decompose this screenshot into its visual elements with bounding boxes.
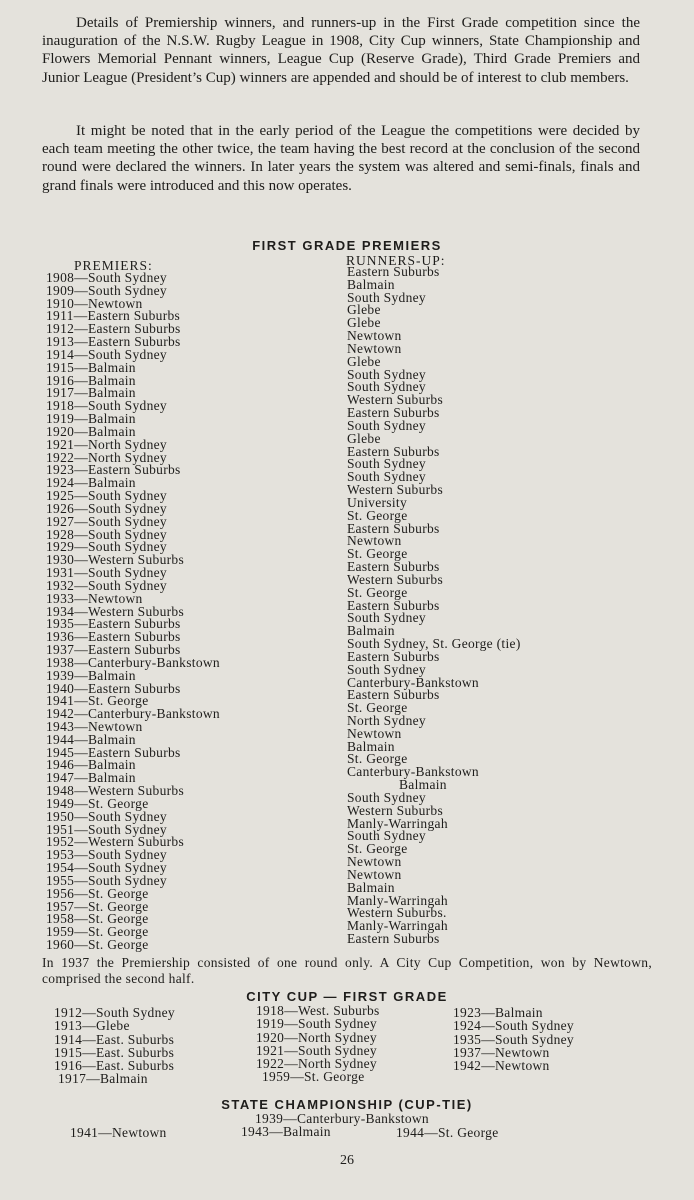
premier-entry: 1908—South Sydney bbox=[46, 270, 167, 285]
runner-up-entry: Eastern Suburbs bbox=[347, 648, 440, 664]
state-championship-1941: 1941—Newtown bbox=[70, 1125, 167, 1140]
premier-entry: 1946—Balmain bbox=[46, 757, 136, 773]
runner-up-entry: North Sydney bbox=[347, 712, 426, 728]
premier-entry: 1913—Eastern Suburbs bbox=[46, 334, 181, 350]
state-championship-heading: STATE CHAMPIONSHIP (CUP-TIE) bbox=[221, 1097, 473, 1112]
city-cup-heading: CITY CUP — FIRST GRADE bbox=[246, 989, 448, 1004]
city-cup-entry: 1920—North Sydney bbox=[256, 1029, 377, 1045]
runner-up-entry: South Sydney bbox=[347, 417, 426, 433]
runner-up-entry: St. George bbox=[347, 841, 408, 857]
premier-entry: 1959—St. George bbox=[46, 924, 149, 940]
premier-entry: 1943—Newtown bbox=[46, 718, 143, 734]
runner-up-entry: Newtown bbox=[347, 533, 402, 549]
premier-entry: 1927—South Sydney bbox=[46, 513, 167, 529]
premier-entry: 1948—Western Suburbs bbox=[46, 783, 185, 799]
premier-entry: 1932—South Sydney bbox=[46, 577, 167, 593]
runners-up-list bbox=[347, 266, 521, 946]
runner-up-entry: Eastern Suburbs bbox=[347, 559, 440, 575]
runner-up-entry: Newtown bbox=[347, 854, 402, 870]
premier-entry: 1953—South Sydney bbox=[46, 847, 167, 863]
premier-entry: 1919—Balmain bbox=[46, 411, 136, 427]
premier-entry: 1926—South Sydney bbox=[46, 500, 167, 516]
premier-entry: 1944—Balmain bbox=[46, 731, 136, 747]
city-cup-entry: 1922—North Sydney bbox=[256, 1056, 377, 1072]
premier-entry: 1923—Eastern Suburbs bbox=[46, 462, 181, 478]
runner-up-entry: University bbox=[347, 494, 407, 510]
premier-entry: 1911—Eastern Suburbs bbox=[46, 308, 181, 324]
runner-up-entry: Glebe bbox=[347, 302, 381, 318]
runner-up-entry: South Sydney bbox=[347, 289, 426, 305]
runner-up-entry: South Sydney bbox=[347, 828, 426, 844]
premier-entry: 1920—Balmain bbox=[46, 423, 136, 439]
premier-entry: 1940—Eastern Suburbs bbox=[46, 680, 181, 696]
premier-entry: 1942—Canterbury-Bankstown bbox=[46, 706, 220, 722]
premier-entry: 1938—Canterbury-Bankstown bbox=[46, 654, 220, 670]
state-championship-1939: 1939—Canterbury-Bankstown bbox=[255, 1111, 429, 1126]
premier-entry: 1924—Balmain bbox=[46, 475, 136, 491]
first-grade-heading: FIRST GRADE PREMIERS bbox=[252, 238, 442, 253]
runner-up-entry: St. George bbox=[347, 584, 408, 600]
runner-up-entry: Eastern Suburbs bbox=[347, 443, 440, 459]
city-cup-entry: 1959—St. George bbox=[262, 1069, 365, 1085]
premier-entry: 1947—Balmain bbox=[46, 770, 136, 786]
runner-up-entry: South Sydney bbox=[347, 366, 426, 382]
premier-entry: 1933—Newtown bbox=[46, 590, 143, 606]
city-cup-entry: 1914—East. Suburbs bbox=[54, 1031, 175, 1047]
runner-up-entry: Manly-Warringah bbox=[347, 815, 448, 831]
runner-up-entry: Glebe bbox=[347, 430, 381, 446]
premier-entry: 1909—South Sydney bbox=[46, 282, 167, 298]
city-cup-column-3 bbox=[453, 1006, 574, 1072]
runner-up-entry: South Sydney, St. George (tie) bbox=[347, 636, 521, 652]
runner-up-entry: Western Suburbs bbox=[347, 392, 444, 408]
city-cup-entry: 1913—Glebe bbox=[54, 1018, 130, 1034]
runner-up-entry: South Sydney bbox=[347, 456, 426, 472]
city-cup-entry: 1912—South Sydney bbox=[54, 1005, 175, 1020]
premier-entry: 1935—Eastern Suburbs bbox=[46, 616, 181, 632]
premier-entry: 1957—St. George bbox=[46, 898, 149, 914]
premiers-column-label: PREMIERS: bbox=[74, 258, 153, 273]
runner-up-entry: Eastern Suburbs bbox=[347, 931, 440, 947]
city-cup-entry: 1935—South Sydney bbox=[453, 1031, 574, 1047]
premier-entry: 1916—Balmain bbox=[46, 372, 136, 388]
runner-up-entry: Western Suburbs bbox=[347, 802, 444, 818]
runner-up-entry: Manly-Warringah bbox=[347, 918, 448, 934]
premier-entry: 1921—North Sydney bbox=[46, 436, 167, 452]
premier-entry: 1952—Western Suburbs bbox=[46, 834, 185, 850]
runner-up-entry: Manly-Warringah bbox=[347, 892, 448, 908]
runner-up-entry: Balmain bbox=[347, 879, 395, 895]
premier-entry: 1951—South Sydney bbox=[46, 821, 167, 837]
premier-entry: 1958—St. George bbox=[46, 911, 149, 927]
runner-up-entry: Newtown bbox=[347, 866, 402, 882]
runner-up-entry: Eastern Suburbs bbox=[347, 597, 440, 613]
premier-entry: 1934—Western Suburbs bbox=[46, 603, 185, 619]
premier-entry: 1945—Eastern Suburbs bbox=[46, 744, 181, 760]
runner-up-entry: South Sydney bbox=[347, 610, 426, 626]
premier-entry: 1955—South Sydney bbox=[46, 872, 167, 888]
runner-up-entry: Balmain bbox=[347, 276, 395, 292]
premier-entry: 1917—Balmain bbox=[46, 385, 136, 401]
runner-up-entry: Western Suburbs bbox=[347, 571, 444, 587]
city-cup-entry: 1915—East. Suburbs bbox=[54, 1044, 175, 1060]
runner-up-entry: Western Suburbs bbox=[347, 482, 444, 498]
premier-entry: 1956—St. George bbox=[46, 885, 149, 901]
runner-up-entry: Eastern Suburbs bbox=[347, 264, 440, 279]
runner-up-entry: South Sydney bbox=[347, 379, 426, 395]
premier-entry: 1928—South Sydney bbox=[46, 526, 167, 542]
city-cup-entry: 1923—Balmain bbox=[453, 1005, 543, 1020]
premier-entry: 1925—South Sydney bbox=[46, 488, 167, 504]
runner-up-entry: Glebe bbox=[347, 315, 381, 331]
city-cup-entry: 1924—South Sydney bbox=[453, 1018, 574, 1034]
premier-entry: 1912—Eastern Suburbs bbox=[46, 321, 181, 337]
runner-up-entry: St. George bbox=[347, 700, 408, 716]
city-cup-entry: 1918—West. Suburbs bbox=[256, 1003, 380, 1018]
premier-entry: 1929—South Sydney bbox=[46, 539, 167, 555]
premier-entry: 1937—Eastern Suburbs bbox=[46, 642, 181, 658]
premier-entry: 1931—South Sydney bbox=[46, 565, 167, 581]
runner-up-entry: Eastern Suburbs bbox=[347, 687, 440, 703]
premier-entry: 1910—Newtown bbox=[46, 295, 143, 311]
premier-entry: 1960—St. George bbox=[46, 937, 149, 953]
runner-up-entry: St. George bbox=[347, 751, 408, 767]
premier-entry: 1930—Western Suburbs bbox=[46, 552, 185, 568]
premier-entry: 1936—Eastern Suburbs bbox=[46, 629, 181, 645]
runner-up-entry: Western Suburbs. bbox=[347, 905, 447, 921]
city-cup-entry: 1916—East. Suburbs bbox=[54, 1058, 175, 1074]
intro-paragraph-2: It might be noted that in the early period of the League the competitions were decided by each team meeting the other twice, the team having the best record at the conclusion of the second round were declared the winners. In later years the system was altered and semi-finals, finals and grand finals were introduced and this now operates. bbox=[42, 123, 640, 194]
runner-up-entry: South Sydney bbox=[347, 469, 426, 485]
runner-up-entry: Glebe bbox=[347, 353, 381, 369]
city-cup-column-2 bbox=[256, 1004, 380, 1084]
runner-up-entry: Newtown bbox=[347, 725, 402, 741]
city-cup-column-1 bbox=[54, 1006, 175, 1086]
premier-entry: 1950—South Sydney bbox=[46, 808, 167, 824]
city-cup-entry: 1921—South Sydney bbox=[256, 1042, 377, 1058]
city-cup-entry: 1919—South Sydney bbox=[256, 1016, 377, 1032]
runner-up-entry: Balmain bbox=[347, 738, 395, 754]
premier-entry: 1941—St. George bbox=[46, 693, 149, 709]
runner-up-entry: St. George bbox=[347, 546, 408, 562]
city-cup-entry: 1937—Newtown bbox=[453, 1044, 550, 1060]
premier-entry: 1918—South Sydney bbox=[46, 398, 167, 414]
runner-up-entry: South Sydney bbox=[347, 789, 426, 805]
premier-entry: 1949—St. George bbox=[46, 795, 149, 811]
premiers-list bbox=[46, 272, 220, 952]
runner-up-entry: South Sydney bbox=[347, 661, 426, 677]
runners-up-column-label: RUNNERS-UP: bbox=[346, 253, 446, 268]
premier-entry: 1915—Balmain bbox=[46, 359, 136, 375]
city-cup-entry: 1917—Balmain bbox=[58, 1071, 148, 1087]
runner-up-entry: Eastern Suburbs bbox=[347, 405, 440, 421]
premier-entry: 1954—South Sydney bbox=[46, 860, 167, 876]
premier-entry: 1914—South Sydney bbox=[46, 346, 167, 362]
runner-up-entry: Balmain bbox=[347, 623, 395, 639]
runner-up-entry: Balmain bbox=[399, 777, 447, 793]
state-championship-1943: 1943—Balmain bbox=[241, 1124, 331, 1139]
note-1937: In 1937 the Premiership consisted of one round only. A City Cup Competition, won by Newtown, comprised the second half. bbox=[42, 955, 652, 986]
city-cup-entry: 1942—Newtown bbox=[453, 1058, 550, 1074]
runner-up-entry: Newtown bbox=[347, 340, 402, 356]
runner-up-entry: Newtown bbox=[347, 328, 402, 344]
runner-up-entry: Canterbury-Bankstown bbox=[347, 764, 479, 780]
runner-up-entry: St. George bbox=[347, 507, 408, 523]
page-number: 26 bbox=[340, 1153, 354, 1168]
runner-up-entry: Canterbury-Bankstown bbox=[347, 674, 479, 690]
runner-up-entry: Eastern Suburbs bbox=[347, 520, 440, 536]
premier-entry: 1939—Balmain bbox=[46, 667, 136, 683]
intro-paragraph-1: Details of Premiership winners, and runners-up in the First Grade competition since the inauguration of the N.S.W. Rugby League in 1908, City Cup winners, State Championship and Flowers Memorial Pennant winners, League Cup (Reserve Grade), Third Grade Premiers and Junior League (President’s Cup) winners are appended and should be of interest to club members. bbox=[42, 15, 640, 86]
premier-entry: 1922—North Sydney bbox=[46, 449, 167, 465]
state-championship-1944: 1944—St. George bbox=[396, 1125, 499, 1140]
